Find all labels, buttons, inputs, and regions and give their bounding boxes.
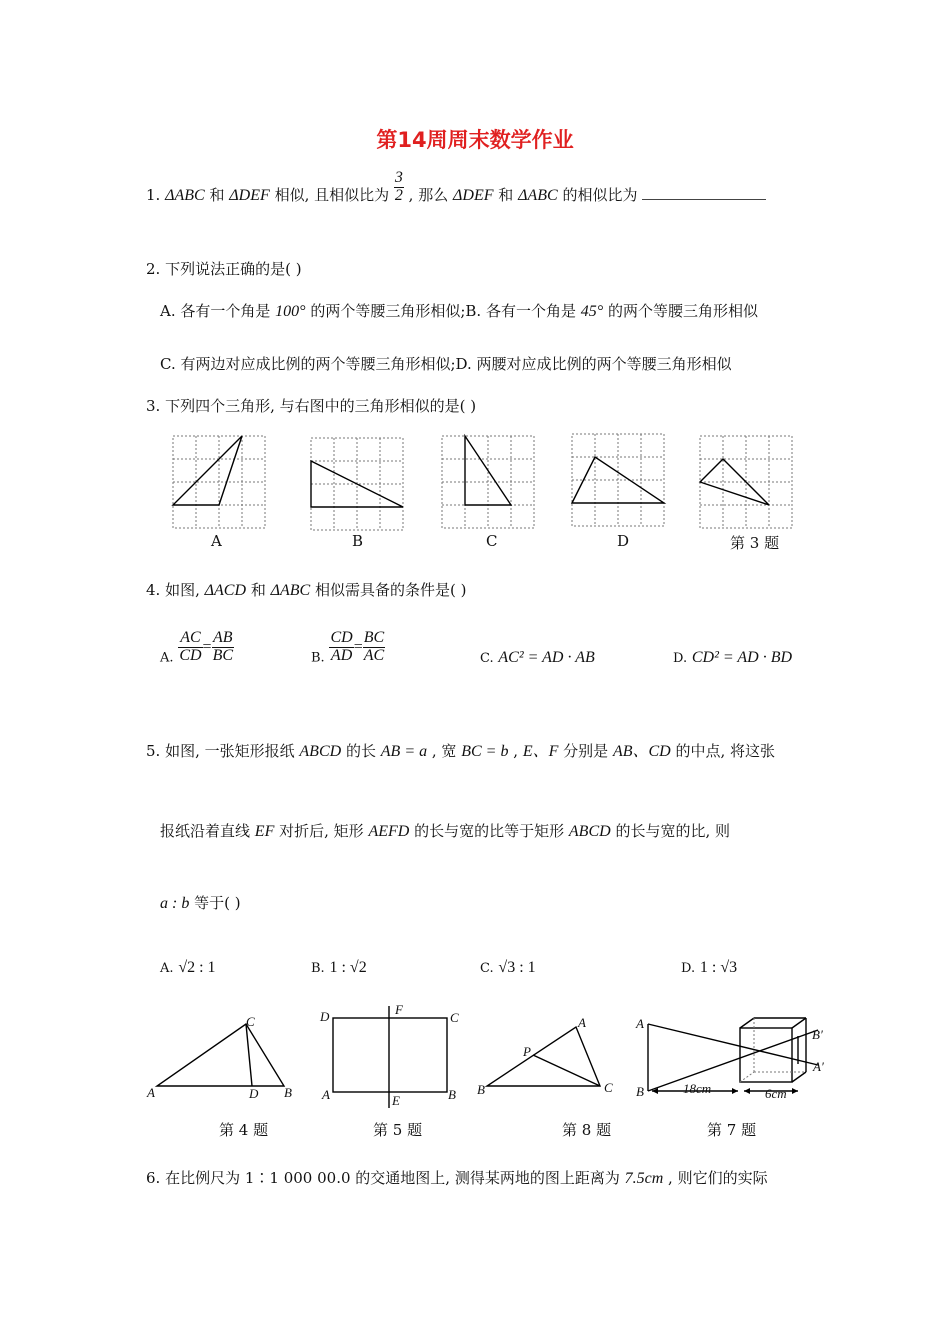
frac-num: AB bbox=[213, 629, 233, 646]
q4-triangle-abc: ΔABC bbox=[270, 582, 311, 599]
q6-text: .0 的交通地图上, 测得某两地的图上距离为 bbox=[336, 1169, 620, 1187]
option-text: √3 : 1 bbox=[498, 959, 536, 976]
option-text: AC² = AD · AB bbox=[498, 649, 595, 666]
f8-label-c: C bbox=[604, 1080, 613, 1095]
option-label: A. bbox=[160, 961, 174, 976]
figure-5 bbox=[333, 1006, 447, 1108]
q1-triangle-abc: ΔABC bbox=[165, 187, 205, 204]
q5-math: AB、CD bbox=[612, 743, 671, 760]
q2-angle-45: 45° bbox=[580, 303, 604, 320]
option-text: CD² = AD · BD bbox=[691, 649, 793, 666]
option-label: D. bbox=[681, 961, 696, 976]
frac-den: AD bbox=[330, 646, 353, 664]
q4-option-b[interactable]: B. $\frac{CD}{AD}$ = $\frac{BC}{AC}$ bbox=[311, 629, 385, 666]
f5-label-c: C bbox=[450, 1010, 459, 1025]
q1-triangle-def-2: ΔDEF bbox=[453, 187, 494, 204]
q6-text: , 则它们的实际 bbox=[668, 1169, 768, 1187]
q5-math: BC = b bbox=[461, 743, 509, 760]
page-title: 第14周周末数学作业 bbox=[376, 128, 574, 152]
f7-dim-18cm: 18cm bbox=[683, 1081, 712, 1096]
q5-text: 等于( ) bbox=[194, 894, 241, 912]
q2-text: 的两个等腰三角形相似;B. 各有一个角是 bbox=[310, 302, 576, 320]
q5-text: , 宽 bbox=[431, 742, 457, 760]
q4-text: 和 bbox=[250, 581, 266, 599]
q5-text: 报纸沿着直线 bbox=[160, 822, 251, 840]
frac-num: AC bbox=[180, 629, 201, 646]
q6-distance: 7.5cm bbox=[624, 1170, 664, 1187]
option-label: B. bbox=[311, 650, 325, 666]
q5-math: E、F bbox=[522, 743, 559, 760]
frac-den: 2 bbox=[394, 186, 403, 204]
f7-label-b-prime: B′ bbox=[812, 1027, 823, 1042]
caption-fig-7: 第 7 题 bbox=[707, 1121, 757, 1139]
option-text: 1 : √2 bbox=[329, 959, 367, 976]
frac-num: BC bbox=[363, 629, 385, 646]
q5-math: ABCD bbox=[299, 743, 342, 760]
frac-num: 3 bbox=[394, 168, 403, 186]
q1-text: 和 bbox=[209, 186, 225, 204]
figure-7 bbox=[648, 1018, 818, 1094]
q4-text: 相似需具备的条件是( ) bbox=[315, 581, 467, 599]
figure-8 bbox=[487, 1027, 600, 1086]
q1-text: 相似, 且相似比为 bbox=[274, 186, 390, 204]
question-2-options-cd: C. 有两边对应成比例的两个等腰三角形相似;D. 两腰对应成比例的两个等腰三角形相似 bbox=[160, 355, 732, 373]
f7-dim-6cm: 6cm bbox=[765, 1086, 787, 1101]
q5-math: AB = a bbox=[380, 743, 428, 760]
question-2-stem: 2. 下列说法正确的是( ) bbox=[146, 260, 302, 278]
option-label: C. bbox=[480, 651, 494, 666]
q5-text: 5. 如图, 一张矩形报纸 bbox=[146, 742, 295, 760]
f5-label-b: B bbox=[448, 1087, 456, 1102]
option-text: √2 : 1 bbox=[178, 959, 216, 976]
q3-label-a: A bbox=[211, 532, 222, 550]
question-6 bbox=[146, 1167, 768, 1188]
q4-option-a[interactable]: A. $\frac{AC}{CD}$ = $\frac{AB}{BC}$ bbox=[160, 629, 234, 666]
q5-math: EF bbox=[254, 823, 275, 840]
q1-text: 的相似比为 bbox=[562, 186, 638, 204]
f4-label-d: D bbox=[249, 1086, 259, 1101]
caption-fig-8: 第 8 题 bbox=[562, 1121, 612, 1139]
f5-label-e: E bbox=[392, 1093, 400, 1108]
q4-text: 4. 如图, bbox=[146, 581, 200, 599]
frac-den: BC bbox=[212, 646, 234, 664]
f5-label-f: F bbox=[395, 1002, 403, 1017]
option-label: A. bbox=[160, 650, 174, 666]
frac-num: CD bbox=[330, 629, 353, 646]
q2-text: A. 各有一个角是 bbox=[160, 302, 271, 320]
caption-fig-5: 第 5 题 bbox=[373, 1121, 423, 1139]
q3-label-b: B bbox=[352, 532, 364, 550]
f7-label-a: A bbox=[636, 1016, 644, 1031]
q1-text: , 那么 bbox=[408, 186, 449, 204]
q5-math: AEFD bbox=[368, 823, 410, 840]
f5-label-a: A bbox=[322, 1087, 330, 1102]
q1-text: 和 bbox=[498, 186, 514, 204]
f4-label-a: A bbox=[147, 1085, 155, 1100]
q3-label-c: C bbox=[486, 532, 498, 550]
q1-triangle-abc-2: ΔABC bbox=[518, 187, 558, 204]
q2-angle-100: 100° bbox=[275, 303, 306, 320]
f4-label-c: C bbox=[246, 1014, 255, 1029]
q5-math: ABCD bbox=[568, 823, 611, 840]
q4-triangle-acd: ΔACD bbox=[204, 582, 247, 599]
f8-label-p: P bbox=[523, 1044, 531, 1059]
option-label: C. bbox=[480, 961, 494, 976]
q5-text: 的中点, 将这张 bbox=[675, 742, 776, 760]
figure-4 bbox=[157, 1024, 284, 1086]
q6-text: 6. 在比例尺为 1∶1 000 00 bbox=[146, 1169, 337, 1187]
f5-label-d: D bbox=[320, 1009, 330, 1024]
q2-text: 的两个等腰三角形相似 bbox=[607, 302, 758, 320]
option-label: D. bbox=[673, 651, 688, 666]
q5-text: 的长 bbox=[345, 742, 376, 760]
q5-math: a : b bbox=[160, 895, 190, 912]
f7-label-b: B bbox=[636, 1084, 644, 1099]
f7-label-a-prime: A′ bbox=[813, 1059, 824, 1074]
f8-label-a: A bbox=[578, 1015, 586, 1030]
question-3-stem: 3. 下列四个三角形, 与右图中的三角形相似的是( ) bbox=[146, 397, 477, 415]
caption-fig-4: 第 4 题 bbox=[219, 1121, 269, 1139]
f4-label-b: B bbox=[284, 1085, 292, 1100]
q3-ref-caption: 第 3 题 bbox=[730, 534, 780, 552]
option-label: B. bbox=[311, 961, 325, 976]
q5-text: 的长与宽的比等于矩形 bbox=[414, 822, 565, 840]
q5-text: 的长与宽的比, 则 bbox=[615, 822, 731, 840]
frac-den: AC bbox=[363, 646, 385, 664]
q5-text: , bbox=[513, 742, 519, 760]
q5-text: 对折后, 矩形 bbox=[279, 822, 364, 840]
f8-label-b: B bbox=[477, 1082, 485, 1097]
option-text: 1 : √3 bbox=[699, 959, 738, 976]
q1-triangle-def: ΔDEF bbox=[229, 187, 270, 204]
q5-text: 分别是 bbox=[563, 742, 609, 760]
q1-number: 1. bbox=[146, 186, 161, 204]
frac-den: CD bbox=[179, 646, 202, 664]
q3-label-d: D bbox=[617, 532, 630, 550]
